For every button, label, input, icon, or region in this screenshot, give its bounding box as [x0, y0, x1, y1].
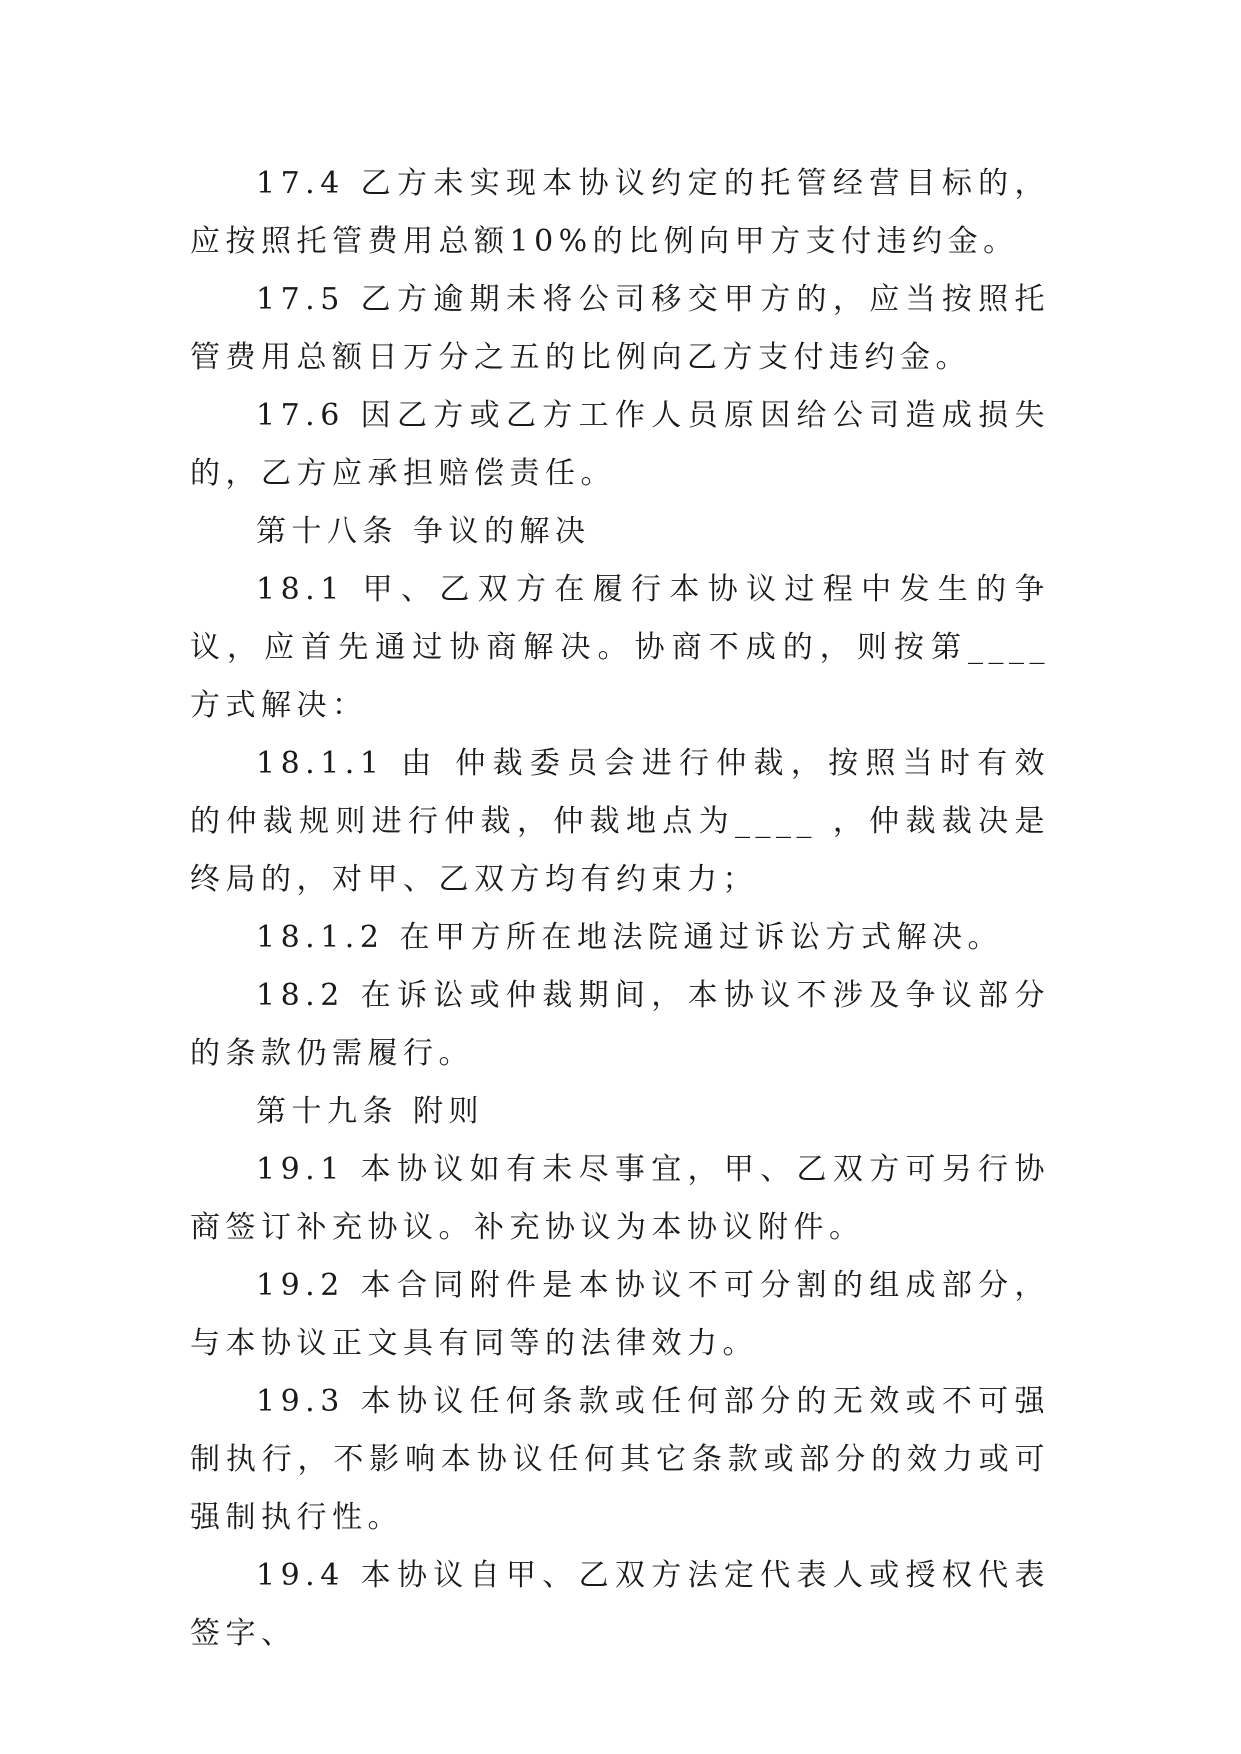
- clause-18-2: 18.2 在诉讼或仲裁期间，本协议不涉及争议部分的条款仍需履行。: [190, 978, 1050, 1071]
- clause-17-5: 17.5 乙方逾期未将公司移交甲方的，应当按照托管费用总额日万分之五的比例向乙方支付违约金。: [190, 282, 1050, 375]
- clause-18-1-1: 18.1.1 由 仲裁委员会进行仲裁，按照当时有效的仲裁规则进行仲裁，仲裁地点为____ ，仲裁裁决是终局的，对甲、乙双方均有约束力；: [190, 746, 1050, 897]
- clause-19-2: 19.2 本合同附件是本协议不可分割的组成部分，与本协议正文具有同等的法律效力。: [190, 1268, 1050, 1361]
- clause-18-1-2: 18.1.2 在甲方所在地法院通过诉讼方式解决。: [256, 920, 1003, 955]
- clause-19-1: 19.1 本协议如有未尽事宜，甲、乙双方可另行协商签订补充协议。补充协议为本协议附件。: [190, 1152, 1050, 1245]
- clause-17-4: 17.4 乙方未实现本协议约定的托管经营目标的，应按照托管费用总额10%的比例向甲方支付违约金。: [190, 166, 1050, 259]
- article-19-heading: 第十九条 附则: [256, 1094, 485, 1129]
- clause-19-3: 19.3 本协议任何条款或任何部分的无效或不可强制执行，不影响本协议任何其它条款或部分的效力或可强制执行性。: [190, 1384, 1050, 1535]
- document-body: [190, 155, 1050, 1663]
- clause-19-4: 19.4 本协议自甲、乙双方法定代表人或授权代表签字、: [190, 1558, 1050, 1651]
- clause-17-6: 17.6 因乙方或乙方工作人员原因给公司造成损失的，乙方应承担赔偿责任。: [190, 398, 1050, 491]
- article-18-heading: 第十八条 争议的解决: [256, 514, 591, 549]
- clause-18-1: 18.1 甲、乙双方在履行本协议过程中发生的争议，应首先通过协商解决。协商不成的，则按第____ 方式解决：: [190, 572, 1050, 723]
